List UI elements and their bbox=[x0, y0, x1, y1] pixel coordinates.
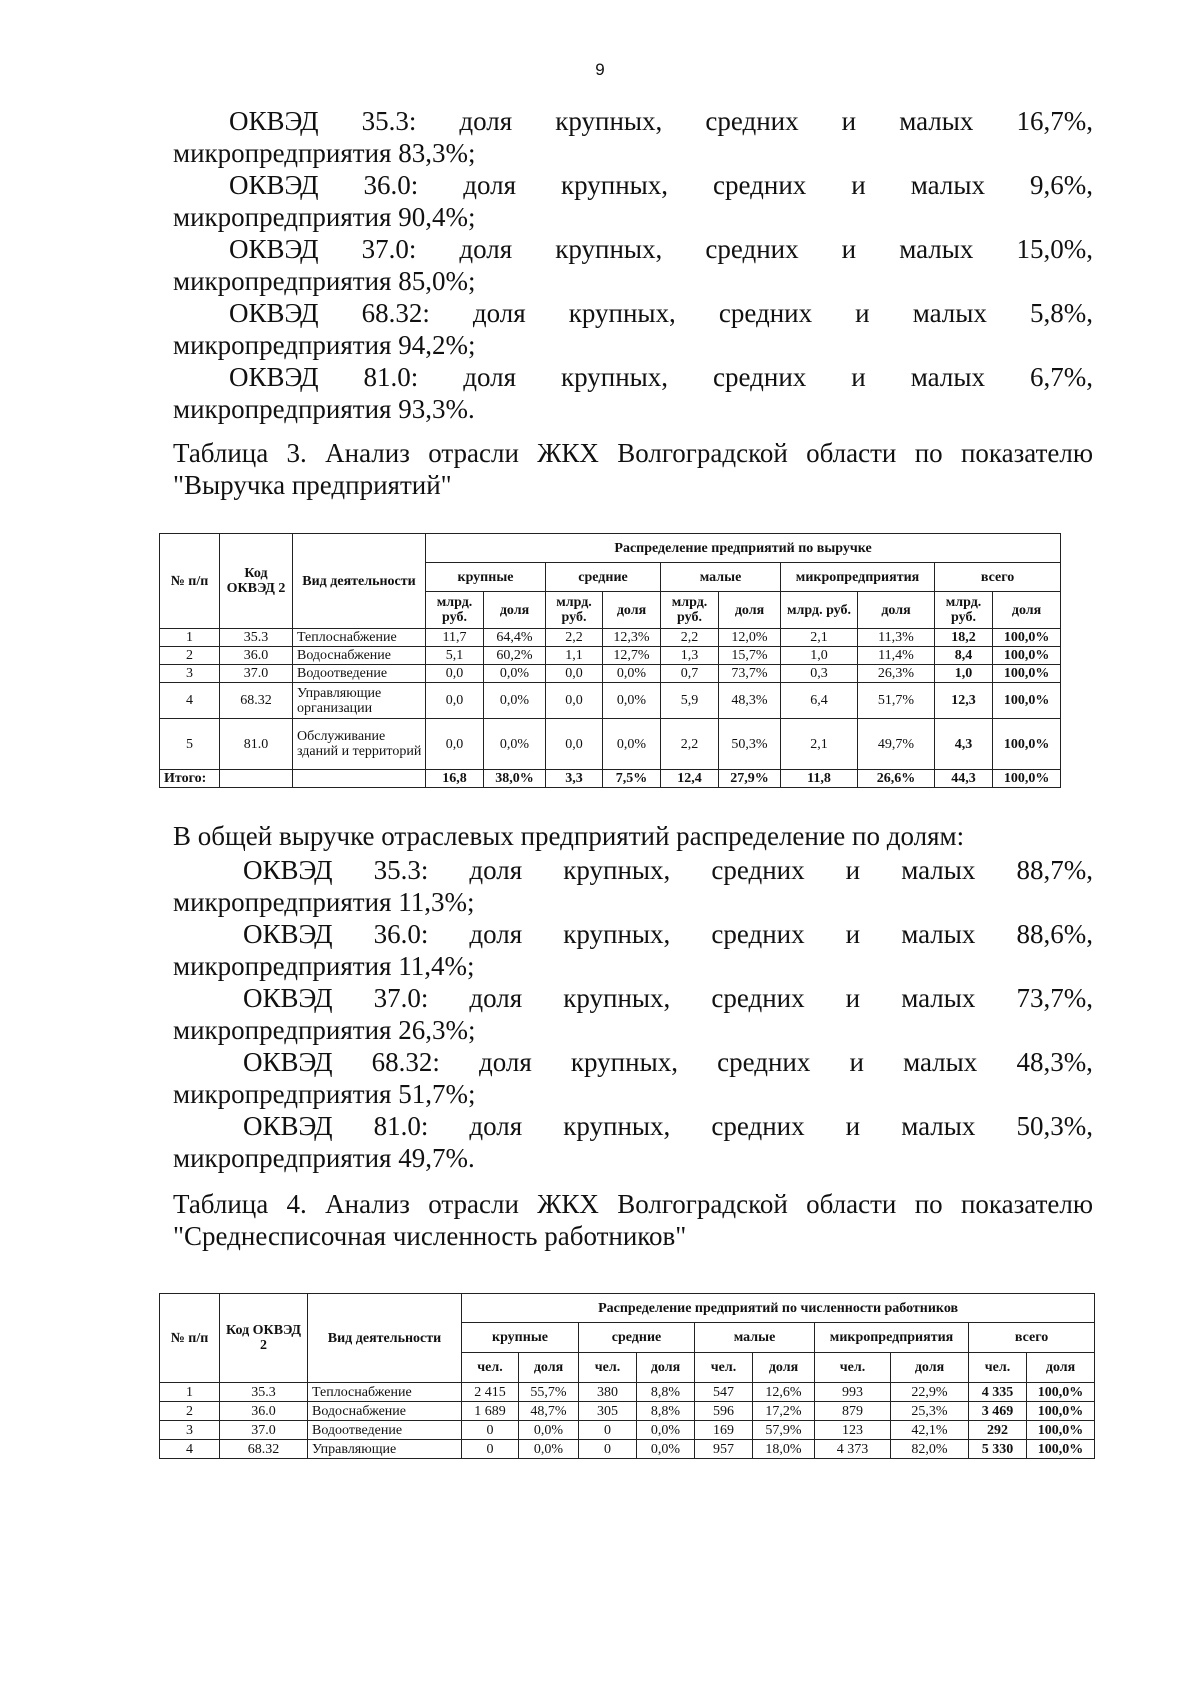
row-code: 68.32 bbox=[220, 683, 293, 719]
row-code: 37.0 bbox=[220, 1421, 308, 1440]
subheader-cell: доля bbox=[891, 1353, 969, 1383]
total-value: 3,3 bbox=[546, 770, 603, 788]
table-row bbox=[160, 629, 1061, 647]
subheader-cell: доля bbox=[484, 592, 546, 629]
okved-word: доля bbox=[469, 1111, 523, 1141]
row-value: 64,4% bbox=[484, 629, 546, 647]
subheader-cell: чел. bbox=[462, 1353, 519, 1383]
subheader-cell: чел. bbox=[579, 1353, 637, 1383]
row-value: 292 bbox=[969, 1421, 1027, 1440]
okved-continuation: микропредприятия 85,0%; bbox=[173, 266, 476, 296]
subheader-cell: доля bbox=[719, 592, 781, 629]
row-value: 100,0% bbox=[1027, 1440, 1095, 1459]
okved-word: средних bbox=[713, 170, 807, 200]
row-value: 25,3% bbox=[891, 1402, 969, 1421]
okved-line bbox=[173, 1110, 1093, 1142]
okved-word: доля bbox=[469, 983, 523, 1013]
row-value: 0,0 bbox=[426, 719, 484, 770]
row-value: 26,3% bbox=[858, 665, 935, 683]
okved-line bbox=[173, 169, 1093, 201]
row-value: 100,0% bbox=[993, 647, 1061, 665]
category-header: крупные bbox=[426, 563, 546, 592]
row-value: 12,6% bbox=[753, 1383, 815, 1402]
okved-word: средних bbox=[711, 919, 805, 949]
header-group: Распределение предприятий по численности работников bbox=[462, 1294, 1095, 1323]
row-value: 0,0% bbox=[519, 1440, 579, 1459]
table-row bbox=[160, 1402, 1095, 1421]
row-value: 0,0 bbox=[426, 665, 484, 683]
okved-word: 88,6%, bbox=[1016, 919, 1093, 949]
okved-word: и bbox=[841, 234, 857, 264]
row-value: 12,3% bbox=[603, 629, 661, 647]
okved-word: 48,3%, bbox=[1016, 1047, 1093, 1077]
okved-line bbox=[173, 918, 1093, 950]
okved-word: доля bbox=[463, 170, 517, 200]
row-value: 2 415 bbox=[462, 1383, 519, 1402]
okved-word: средних bbox=[705, 106, 799, 136]
row-code: 36.0 bbox=[220, 647, 293, 665]
row-code: 68.32 bbox=[220, 1440, 308, 1459]
table3 bbox=[159, 533, 1061, 788]
row-value: 49,7% bbox=[858, 719, 935, 770]
okved-word: средних bbox=[718, 298, 813, 328]
okved-word: крупных, bbox=[568, 298, 676, 328]
subheader-cell: млрд. руб. bbox=[661, 592, 719, 629]
okved-word: доля bbox=[459, 106, 513, 136]
row-code: 35.3 bbox=[220, 629, 293, 647]
category-header: всего bbox=[935, 563, 1061, 592]
row-value: 2,1 bbox=[781, 719, 858, 770]
okved-word: и bbox=[845, 983, 861, 1013]
row-value: 48,3% bbox=[719, 683, 781, 719]
okved-list-1 bbox=[173, 105, 1093, 425]
row-value: 305 bbox=[579, 1402, 637, 1421]
okved-continuation: микропредприятия 49,7%. bbox=[173, 1143, 475, 1173]
row-value: 8,8% bbox=[637, 1402, 695, 1421]
category-header: малые bbox=[661, 563, 781, 592]
row-activity: Теплоснабжение bbox=[293, 629, 426, 647]
okved-line bbox=[173, 982, 1093, 1014]
subheader-cell: доля bbox=[519, 1353, 579, 1383]
category-header: малые bbox=[695, 1323, 815, 1353]
subheader-cell: доля bbox=[603, 592, 661, 629]
row-value: 5 330 bbox=[969, 1440, 1027, 1459]
row-value: 0,0% bbox=[603, 665, 661, 683]
okved-word: средних bbox=[705, 234, 799, 264]
okved-word: 35.3: bbox=[361, 106, 417, 136]
row-value: 82,0% bbox=[891, 1440, 969, 1459]
row-value: 0 bbox=[579, 1421, 637, 1440]
row-value: 1,1 bbox=[546, 647, 603, 665]
row-value: 0,0% bbox=[603, 683, 661, 719]
row-num: 2 bbox=[160, 647, 220, 665]
okved-line bbox=[173, 854, 1093, 886]
okved-word: малых bbox=[899, 106, 974, 136]
row-code: 35.3 bbox=[220, 1383, 308, 1402]
row-value: 11,4% bbox=[858, 647, 935, 665]
okved-word: средних bbox=[711, 855, 805, 885]
okved-word: крупных, bbox=[563, 983, 671, 1013]
row-value: 1 689 bbox=[462, 1402, 519, 1421]
row-value: 0,0% bbox=[637, 1421, 695, 1440]
okved-word: малых bbox=[901, 855, 976, 885]
distribution-intro: В общей выручке отраслевых предприятий распределение по долям: bbox=[173, 821, 965, 851]
okved-word: крупных, bbox=[563, 1111, 671, 1141]
okved-word: малых bbox=[912, 298, 987, 328]
row-activity: Водоотведение bbox=[293, 665, 426, 683]
okved-continuation: микропредприятия 11,3%; bbox=[173, 887, 475, 917]
okved-word: крупных, bbox=[570, 1047, 678, 1077]
okved-word: доля bbox=[469, 855, 523, 885]
okved-continuation: микропредприятия 94,2%; bbox=[173, 330, 476, 360]
okved-word: ОКВЭД bbox=[229, 298, 319, 328]
row-num: 3 bbox=[160, 1421, 220, 1440]
table-row bbox=[160, 665, 1061, 683]
row-num: 1 bbox=[160, 629, 220, 647]
okved-word: ОКВЭД bbox=[243, 919, 333, 949]
okved-word: и bbox=[841, 106, 857, 136]
row-value: 73,7% bbox=[719, 665, 781, 683]
row-value: 8,8% bbox=[637, 1383, 695, 1402]
row-value: 4,3 bbox=[935, 719, 993, 770]
row-value: 100,0% bbox=[1027, 1421, 1095, 1440]
subheader-cell: чел. bbox=[695, 1353, 753, 1383]
row-value: 547 bbox=[695, 1383, 753, 1402]
okved-word: 9,6%, bbox=[1029, 170, 1093, 200]
row-activity: Обслуживание зданий и территорий bbox=[293, 719, 426, 770]
row-value: 18,0% bbox=[753, 1440, 815, 1459]
okved-word: доля bbox=[472, 298, 526, 328]
row-num: 3 bbox=[160, 665, 220, 683]
okved-continuation: микропредприятия 26,3%; bbox=[173, 1015, 476, 1045]
okved-word: крупных, bbox=[555, 106, 663, 136]
total-value: 11,8 bbox=[781, 770, 858, 788]
row-value: 0,0% bbox=[519, 1421, 579, 1440]
row-value: 100,0% bbox=[993, 665, 1061, 683]
row-value: 0,0 bbox=[546, 719, 603, 770]
okved-word: малых bbox=[910, 170, 985, 200]
row-value: 993 bbox=[815, 1383, 891, 1402]
row-value: 55,7% bbox=[519, 1383, 579, 1402]
total-value: 44,3 bbox=[935, 770, 993, 788]
okved-word: 81.0: bbox=[373, 1111, 429, 1141]
okved-word: средних bbox=[717, 1047, 811, 1077]
okved-word: крупных, bbox=[563, 919, 671, 949]
row-value: 1,0 bbox=[935, 665, 993, 683]
total-value: 7,5% bbox=[603, 770, 661, 788]
row-value: 5,1 bbox=[426, 647, 484, 665]
okved-line bbox=[173, 1046, 1093, 1078]
row-value: 0,3 bbox=[781, 665, 858, 683]
subheader-cell: млрд. руб. bbox=[546, 592, 603, 629]
okved-word: крупных, bbox=[561, 170, 669, 200]
row-value: 1,3 bbox=[661, 647, 719, 665]
total-value: 26,6% bbox=[858, 770, 935, 788]
row-num: 4 bbox=[160, 1440, 220, 1459]
row-value: 0,0% bbox=[484, 719, 546, 770]
row-activity: Водоотведение bbox=[308, 1421, 462, 1440]
row-value: 50,3% bbox=[719, 719, 781, 770]
table-row bbox=[160, 719, 1061, 770]
okved-word: 37.0: bbox=[361, 234, 417, 264]
subheader-cell: чел. bbox=[969, 1353, 1027, 1383]
okved-word: доля bbox=[469, 919, 523, 949]
row-value: 2,2 bbox=[661, 629, 719, 647]
row-value: 17,2% bbox=[753, 1402, 815, 1421]
okved-word: и bbox=[849, 1047, 864, 1077]
okved-word: и bbox=[845, 1111, 861, 1141]
okved-word: крупных, bbox=[563, 855, 671, 885]
okved-list-2 bbox=[173, 854, 1093, 1174]
total-value: 27,9% bbox=[719, 770, 781, 788]
row-value: 169 bbox=[695, 1421, 753, 1440]
category-header: микропредприятия bbox=[781, 563, 935, 592]
okved-word: ОКВЭД bbox=[229, 362, 319, 392]
row-activity: Управляющие bbox=[308, 1440, 462, 1459]
row-num: 2 bbox=[160, 1402, 220, 1421]
okved-word: 73,7%, bbox=[1016, 983, 1093, 1013]
header-num: № п/п bbox=[160, 534, 220, 629]
table3-caption: Таблица 3. Анализ отрасли ЖКХ Волгоградской области по показателю "Выручка предприятий" bbox=[173, 438, 1093, 500]
category-header: средние bbox=[546, 563, 661, 592]
row-value: 0 bbox=[579, 1440, 637, 1459]
okved-word: ОКВЭД bbox=[243, 983, 333, 1013]
okved-word: 5,8%, bbox=[1030, 298, 1093, 328]
subheader-cell: чел. bbox=[815, 1353, 891, 1383]
category-header: всего bbox=[969, 1323, 1095, 1353]
okved-word: 88,7%, bbox=[1016, 855, 1093, 885]
row-value: 5,9 bbox=[661, 683, 719, 719]
row-value: 100,0% bbox=[993, 683, 1061, 719]
okved-word: и bbox=[845, 919, 861, 949]
okved-line bbox=[173, 105, 1093, 137]
total-value: 12,4 bbox=[661, 770, 719, 788]
category-header: крупные bbox=[462, 1323, 579, 1353]
row-num: 1 bbox=[160, 1383, 220, 1402]
okved-continuation: микропредприятия 11,4%; bbox=[173, 951, 475, 981]
okved-word: 36.0: bbox=[363, 170, 419, 200]
page-number: 9 bbox=[595, 60, 605, 79]
okved-word: и bbox=[845, 855, 861, 885]
okved-word: средних bbox=[713, 362, 807, 392]
subheader-cell: доля bbox=[1027, 1353, 1095, 1383]
okved-word: ОКВЭД bbox=[229, 170, 319, 200]
okved-continuation: микропредприятия 90,4%; bbox=[173, 202, 476, 232]
okved-word: ОКВЭД bbox=[243, 1111, 333, 1141]
okved-word: и bbox=[851, 170, 866, 200]
row-value: 11,7 bbox=[426, 629, 484, 647]
row-activity: Управляющие организации bbox=[293, 683, 426, 719]
okved-word: и bbox=[855, 298, 870, 328]
table-row bbox=[160, 647, 1061, 665]
row-num: 5 bbox=[160, 719, 220, 770]
row-value: 100,0% bbox=[1027, 1383, 1095, 1402]
row-value: 1,0 bbox=[781, 647, 858, 665]
okved-word: и bbox=[851, 362, 866, 392]
okved-word: крупных, bbox=[555, 234, 663, 264]
row-value: 51,7% bbox=[858, 683, 935, 719]
row-value: 57,9% bbox=[753, 1421, 815, 1440]
subheader-cell: млрд. руб. bbox=[935, 592, 993, 629]
table-row bbox=[160, 1440, 1095, 1459]
okved-word: 6,7%, bbox=[1029, 362, 1093, 392]
row-value: 957 bbox=[695, 1440, 753, 1459]
okved-word: 50,3%, bbox=[1016, 1111, 1093, 1141]
row-value: 12,7% bbox=[603, 647, 661, 665]
row-value: 0 bbox=[462, 1421, 519, 1440]
row-value: 100,0% bbox=[1027, 1402, 1095, 1421]
header-num: № п/п bbox=[160, 1294, 220, 1383]
subheader-cell: доля bbox=[858, 592, 935, 629]
row-value: 48,7% bbox=[519, 1402, 579, 1421]
header-code: Код ОКВЭД 2 bbox=[220, 534, 293, 629]
row-value: 0,7 bbox=[661, 665, 719, 683]
okved-word: малых bbox=[903, 1047, 978, 1077]
row-value: 3 469 bbox=[969, 1402, 1027, 1421]
row-activity: Теплоснабжение bbox=[308, 1383, 462, 1402]
row-value: 0,0% bbox=[637, 1440, 695, 1459]
okved-line bbox=[173, 233, 1093, 265]
row-code: 36.0 bbox=[220, 1402, 308, 1421]
okved-line bbox=[173, 361, 1093, 393]
row-value: 0,0 bbox=[426, 683, 484, 719]
category-header: микропредприятия bbox=[815, 1323, 969, 1353]
row-value: 60,2% bbox=[484, 647, 546, 665]
okved-word: доля bbox=[479, 1047, 532, 1077]
row-value: 2,2 bbox=[661, 719, 719, 770]
row-num: 4 bbox=[160, 683, 220, 719]
total-empty bbox=[293, 770, 426, 788]
okved-continuation: микропредприятия 83,3%; bbox=[173, 138, 476, 168]
subheader-cell: доля bbox=[993, 592, 1061, 629]
row-value: 4 335 bbox=[969, 1383, 1027, 1402]
row-value: 0,0% bbox=[484, 683, 546, 719]
total-value: 38,0% bbox=[484, 770, 546, 788]
row-value: 100,0% bbox=[993, 719, 1061, 770]
row-value: 12,3 bbox=[935, 683, 993, 719]
total-label: Итого: bbox=[160, 770, 220, 788]
row-value: 22,9% bbox=[891, 1383, 969, 1402]
header-code: Код ОКВЭД 2 bbox=[220, 1294, 308, 1383]
total-row bbox=[160, 770, 1061, 788]
okved-word: малых bbox=[901, 1111, 976, 1141]
table-row bbox=[160, 1383, 1095, 1402]
okved-continuation: микропредприятия 51,7%; bbox=[173, 1079, 476, 1109]
row-value: 0,0% bbox=[484, 665, 546, 683]
okved-word: средних bbox=[711, 1111, 805, 1141]
okved-word: ОКВЭД bbox=[243, 1047, 333, 1077]
subheader-cell: доля bbox=[637, 1353, 695, 1383]
okved-word: 68.32: bbox=[371, 1047, 440, 1077]
row-value: 0,0 bbox=[546, 683, 603, 719]
header-activity: Вид деятельности bbox=[308, 1294, 462, 1383]
row-activity: Водоснабжение bbox=[293, 647, 426, 665]
category-header: средние bbox=[579, 1323, 695, 1353]
okved-word: малых bbox=[901, 983, 976, 1013]
subheader-cell: доля bbox=[753, 1353, 815, 1383]
total-value: 16,8 bbox=[426, 770, 484, 788]
okved-word: 35.3: bbox=[373, 855, 429, 885]
row-value: 4 373 bbox=[815, 1440, 891, 1459]
okved-word: доля bbox=[459, 234, 513, 264]
row-value: 18,2 bbox=[935, 629, 993, 647]
row-value: 0 bbox=[462, 1440, 519, 1459]
okved-word: 81.0: bbox=[363, 362, 419, 392]
okved-word: 37.0: bbox=[373, 983, 429, 1013]
row-value: 0,0% bbox=[603, 719, 661, 770]
okved-word: ОКВЭД bbox=[243, 855, 333, 885]
row-value: 380 bbox=[579, 1383, 637, 1402]
row-value: 2,2 bbox=[546, 629, 603, 647]
table-row bbox=[160, 1421, 1095, 1440]
header-activity: Вид деятельности bbox=[293, 534, 426, 629]
okved-word: малых bbox=[899, 234, 974, 264]
row-value: 12,0% bbox=[719, 629, 781, 647]
row-value: 42,1% bbox=[891, 1421, 969, 1440]
row-value: 100,0% bbox=[993, 629, 1061, 647]
row-value: 2,1 bbox=[781, 629, 858, 647]
row-code: 37.0 bbox=[220, 665, 293, 683]
subheader-cell: млрд. руб. bbox=[781, 592, 858, 629]
header-group: Распределение предприятий по выручке bbox=[426, 534, 1061, 563]
okved-word: крупных, bbox=[561, 362, 669, 392]
okved-word: 68.32: bbox=[361, 298, 430, 328]
table-row bbox=[160, 683, 1061, 719]
okved-word: 15,0%, bbox=[1016, 234, 1093, 264]
okved-continuation: микропредприятия 93,3%. bbox=[173, 394, 475, 424]
total-value: 100,0% bbox=[993, 770, 1061, 788]
table4 bbox=[159, 1293, 1095, 1459]
row-value: 11,3% bbox=[858, 629, 935, 647]
okved-word: доля bbox=[463, 362, 517, 392]
row-activity: Водоснабжение bbox=[308, 1402, 462, 1421]
okved-line bbox=[173, 297, 1093, 329]
okved-word: ОКВЭД bbox=[229, 234, 319, 264]
okved-word: ОКВЭД bbox=[229, 106, 319, 136]
row-value: 0,0 bbox=[546, 665, 603, 683]
row-value: 8,4 bbox=[935, 647, 993, 665]
row-value: 6,4 bbox=[781, 683, 858, 719]
subheader-cell: млрд. руб. bbox=[426, 592, 484, 629]
row-value: 879 bbox=[815, 1402, 891, 1421]
total-empty bbox=[220, 770, 293, 788]
okved-word: малых bbox=[901, 919, 976, 949]
row-code: 81.0 bbox=[220, 719, 293, 770]
okved-word: малых bbox=[910, 362, 985, 392]
okved-word: 36.0: bbox=[373, 919, 429, 949]
row-value: 15,7% bbox=[719, 647, 781, 665]
row-value: 123 bbox=[815, 1421, 891, 1440]
table4-caption: Таблица 4. Анализ отрасли ЖКХ Волгоградской области по показателю "Среднесписочная численность работников" bbox=[173, 1189, 1093, 1251]
row-value: 596 bbox=[695, 1402, 753, 1421]
okved-word: средних bbox=[711, 983, 805, 1013]
okved-word: 16,7%, bbox=[1016, 106, 1093, 136]
